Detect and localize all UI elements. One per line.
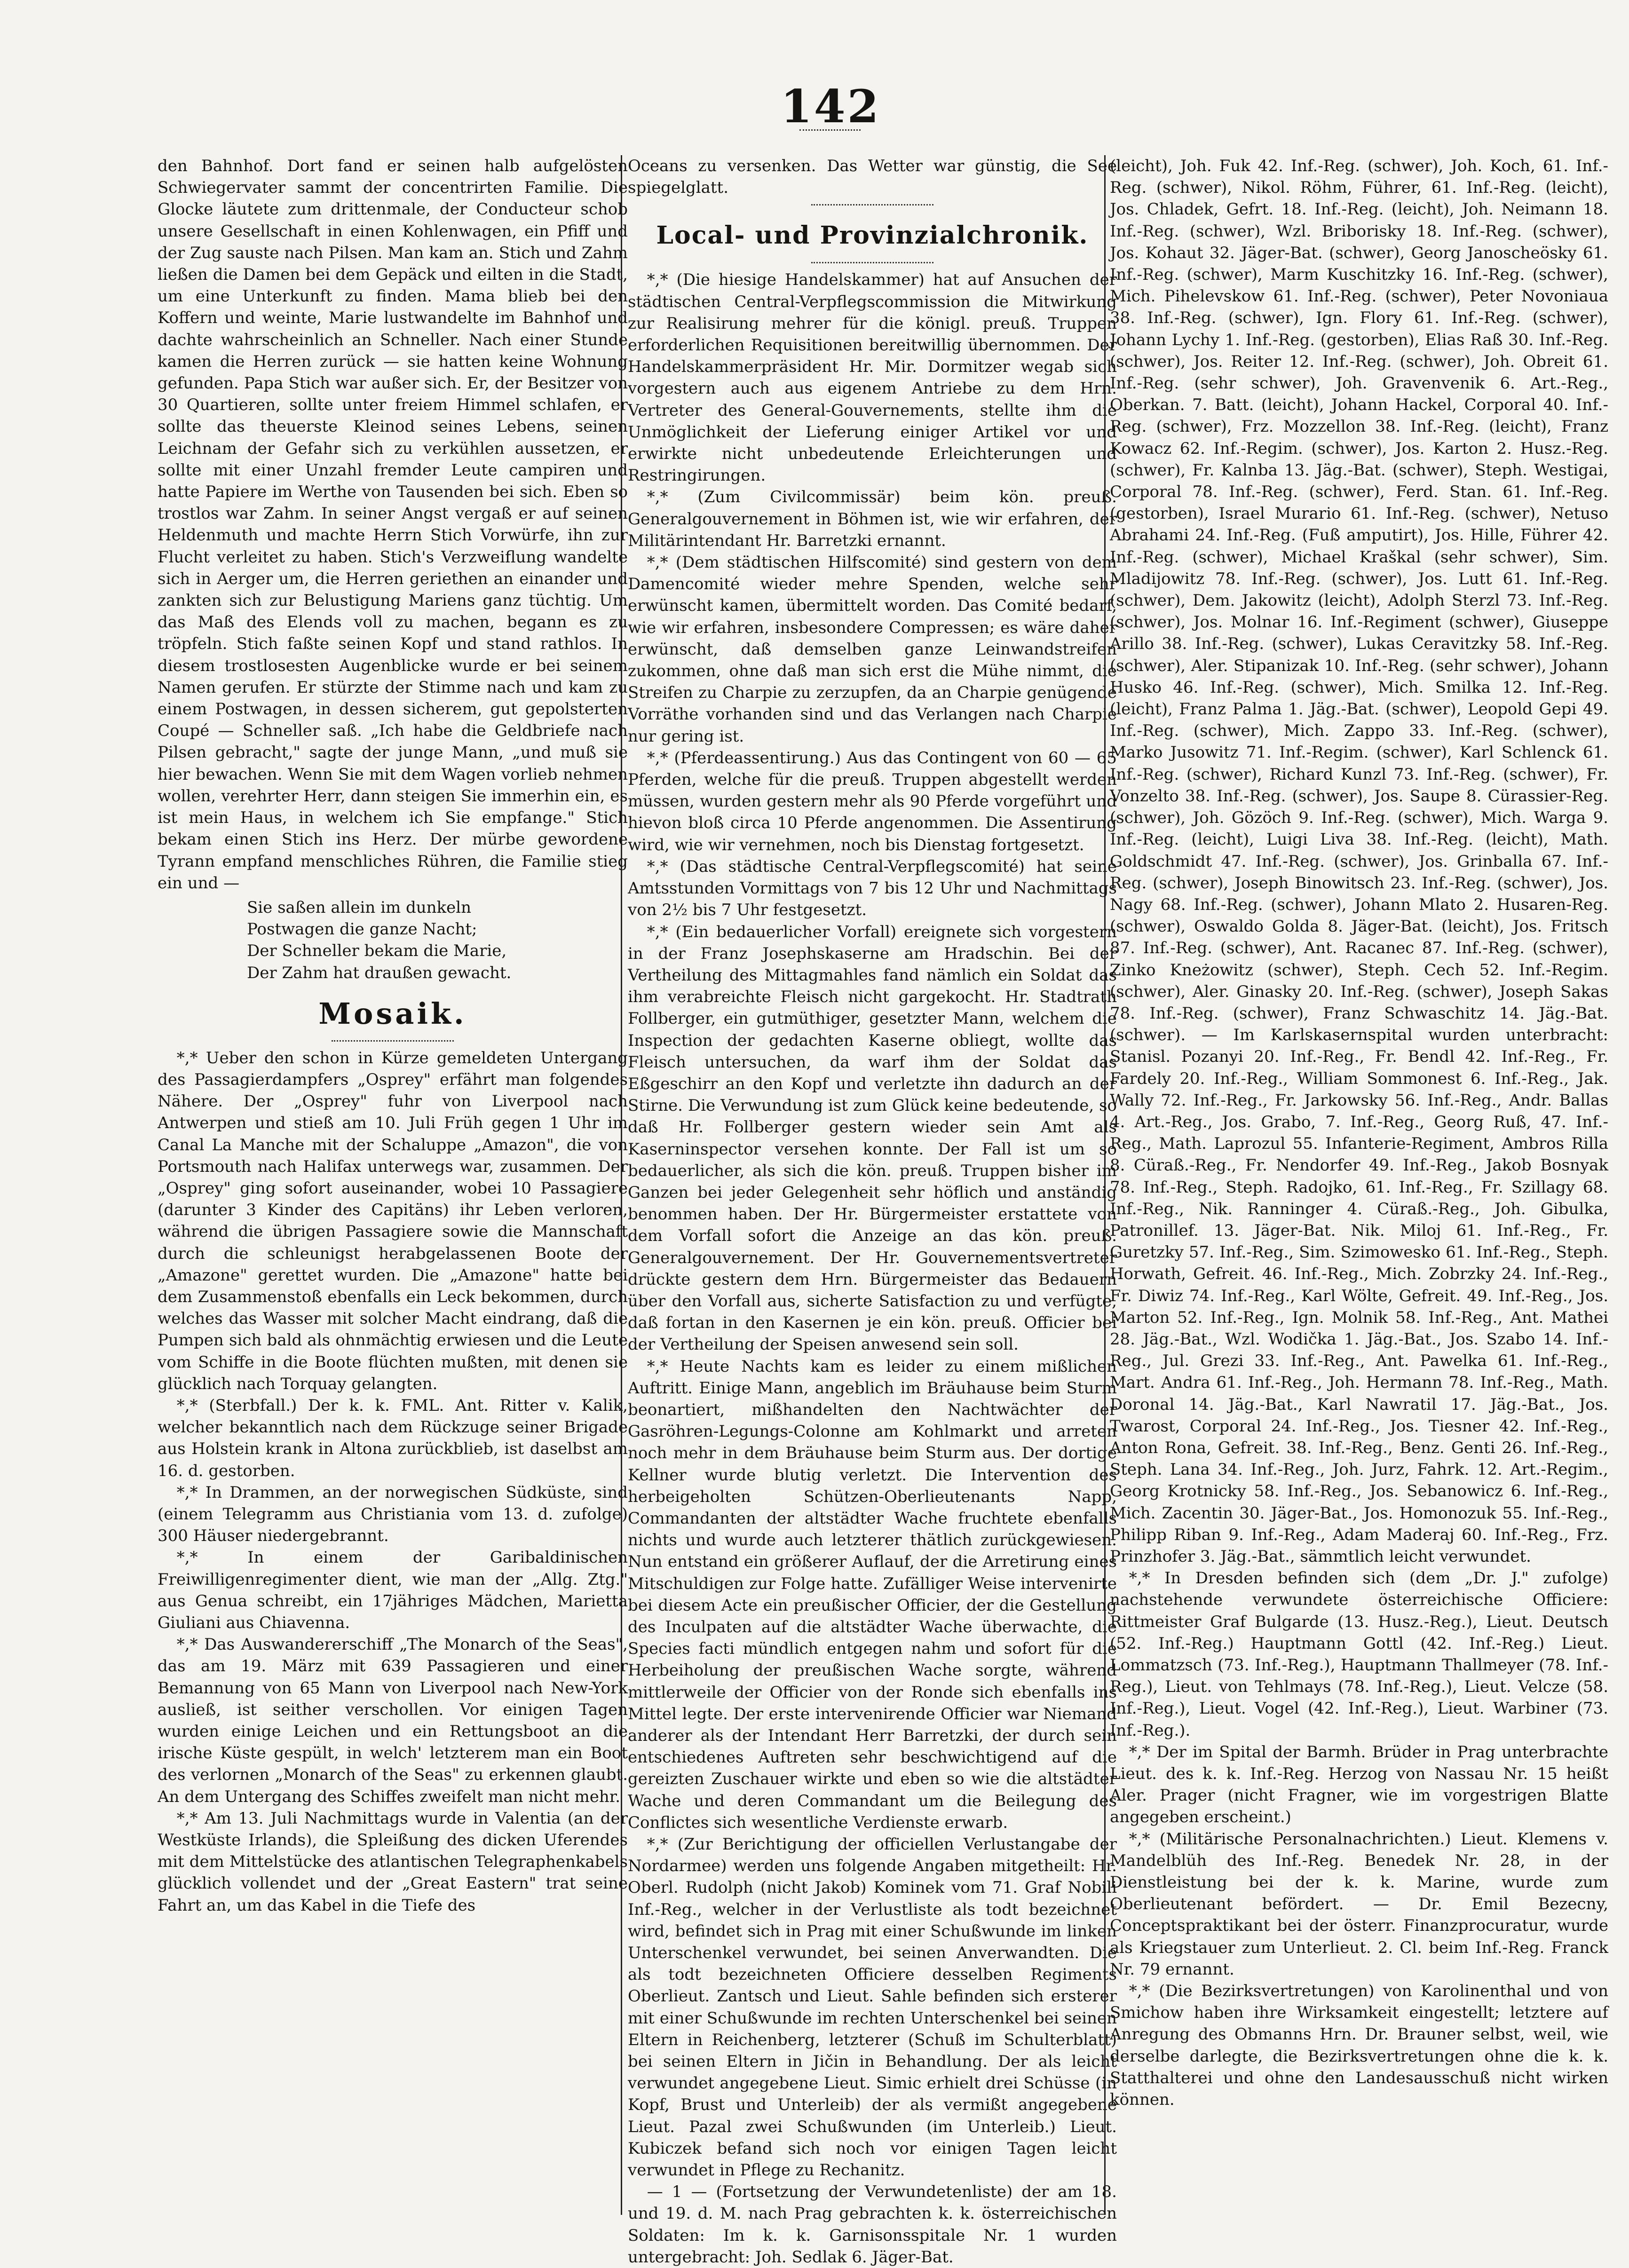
news-paragraph: *,* (Zur Berichtigung der officiellen Verlustangabe der Nordarmee) werden uns folgende Angaben mitgetheilt: Hr. Oberl. Rudolph (nicht Jakob) Kominek vom 71. Graf Nobili Inf.-Reg., welcher in der Verlustliste als todt bezeichnet wird, befindet sich in Prag mit einer Schußwunde im linken Unterschenkel verwundet, bei seinen Anverwandten. Die als todt bezeichneten Officiere desselben Regiments Oberlieut. Zantsch und Lieut. Sahle befinden sich ersterer mit einer Schußwunde im rechten Unterschenkel bei seinen Eltern in Reichenberg, letzterer (Schuß im Schulterblatt) bei seinen Eltern in Jičin in Behandlung. Der als leicht verwundet angegebene Lieut. Simic erhielt drei Schüsse (in Kopf, Brust und Unterleib) der als vermißt angegebene Lieut. Pazal zwei Schußwunden (im Unterleib.) Lieut. Kubiczek befand sich noch vor einigen Tagen leicht verwundet in Pflege zu Rechanitz. xyxy=(628,1835,1117,2180)
news-paragraph: *,* (Das städtische Central-Verpflegscomité) hat seine Amtsstunden Vormittags von 7 bis 12 Uhr und Nachmittags von 2½ bis 7 Uhr festgesetzt. xyxy=(628,857,1117,920)
mosaik-paragraph: *,* In einem der Garibaldinischen Freiwilligenregimenter dient, wie man der „Allg. Ztg." aus Genua schreibt, ein 17jähriges Mädchen, Marietta Giuliani aus Chiavenna. xyxy=(158,1548,628,1632)
column-3 xyxy=(1110,155,1608,2215)
verse-line: Postwagen die ganze Nacht; xyxy=(247,920,477,939)
story-paragraph: den Bahnhof. Dort fand er seinen halb aufgelösten Schwiegervater sammt der concentrirten Familie. Die Glocke läutete zum drittenmale, der Conducteur schob unsere Gesellschaft in einen Kohlenwagen, ein Pfiff und der Zug sauste nach Pilsen. Man kam an. Stich und Zahm ließen die Damen bei dem Gepäck und eilten in die Stadt, um eine Unterkunft zu finden. Mama blieb bei den Koffern und weinte, Marie lustwandelte im Bahnhof und dachte wahrscheinlich an Schneller. Nach einer Stunde kamen die Herren zurück — sie hatten keine Wohnung gefunden. Papa Stich war außer sich. Er, der Besitzer von 30 Quartieren, sollte unter freiem Himmel schlafen, er sollte das theuerste Kleinod seines Lebens, seinen Leichnam der Gefahr sich zu verkühlen aussetzen, er sollte mit einer Unzahl fremder Leute campiren und hatte Papiere im Werthe von Tausenden bei sich. Eben so trostlos war Zahm. In seiner Angst vergaß er auf seinen Heldenmuth und machte Herrn Stich Vorwürfe, ihn zur Flucht verleitet zu haben. Stich's Verzweiflung wandelte sich in Aerger um, die Herren geriethen an einander und zankten sich zur Belustigung Mariens ganz tüchtig. Um das Maß des Elends voll zu machen, begann es zu tröpfeln. Stich faßte seinen Kopf und stand rathlos. In diesem trostlosesten Augenblicke wurde er bei seinem Namen gerufen. Er stürzte der Stimme nach und kam zu einem Postwagen, in dessen sicherem, gut gepolsterten Coupé — Schneller saß. „Ich habe die Geldbriefe nach Pilsen gebracht," sagte der junge Mann, „und muß sie hier bewachen. Wenn Sie mit dem Wagen vorlieb nehmen wollen, verehrter Herr, dann steigen Sie immerhin ein, es ist mein Haus, in welchem ich Sie empfange." Stich bekam einen Stich ins Herz. Der mürbe gewordene Tyrann empfand menschliches Rühren, die Familie stieg ein und — xyxy=(158,157,628,893)
mosaik-paragraph: *,* In Drammen, an der norwegischen Südküste, sind (einem Telegramm aus Christiania vom 13. d. zufolge) 300 Häuser niedergebrannt. xyxy=(158,1483,628,1546)
news-paragraph: *,* (Ein bedauerlicher Vorfall) ereignete sich vorgestern in der Franz Josephskaserne am Hradschin. Bei der Vertheilung des Mittagmahles fand nämlich ein Soldat das ihm verabreichte Fleisch nicht gargekocht. Hr. Stadtrath Follberger, ein gutmüthiger, gesetzter Mann, welchem die Inspection der gedachten Kaserne obliegt, wollte das Fleisch untersuchen, da warf ihm der Soldat das Eßgeschirr an den Kopf und verletzte ihn dadurch an der Stirne. Die Verwundung ist zum Glück keine bedeutende, so daß Hr. Follberger gestern wieder sein Amt als Kaserninspector versehen konnte. Der Fall ist um so bedauerlicher, als sich die kön. preuß. Truppen bisher im Ganzen bei jeder Gelegenheit sehr höflich und anständig benommen haben. Der Hr. Bürgermeister erstattete von dem Vorfall sofort die Anzeige an das kön. preuß. Generalgouvernement. Der Hr. Gouvernementsvertreter drückte gestern dem Hrn. Bürgermeister das Bedauern über den Vorfall aus, sicherte Satisfaction zu und verfügte, daß fortan in den Kasernen je ein kön. preuß. Officier bei der Vertheilung der Speisen anwesend sein soll. xyxy=(628,922,1117,1354)
heading-rule xyxy=(332,1040,454,1042)
mosaik-paragraph: *,* (Sterbfall.) Der k. k. FML. Ant. Ritter v. Kalik, welcher bekanntlich nach dem Rückzuge seiner Brigade aus Holstein krank in Altona zurückblieb, ist daselbst am 16. d. gestorben. xyxy=(158,1396,628,1480)
news-paragraph: *,* In Dresden befinden sich (dem „Dr. J." zufolge) nachstehende verwundete österreichische Officiere: Rittmeister Graf Bulgarde (13. Husz.-Reg.), Lieut. Deutsch (52. Inf.-Reg.) Hauptmann Gottl (42. Inf.-Reg.) Lieut. Lommatzsch (73. Inf.-Reg.), Hauptmann Thallmeyer (78. Inf.-Reg.), Lieut. von Tehlmays (78. Inf.-Reg.), Lieut. Velcze (58. Inf.-Reg.), Lieut. Vogel (42. Inf.-Reg.), Lieut. Warbiner (73. Inf.-Reg.). xyxy=(1110,1569,1608,1740)
column-2 xyxy=(628,155,1117,2267)
mosaik-paragraph: *,* Das Auswandererschiff „The Monarch of the Seas", das am 19. März mit 639 Passagieren und einer Bemannung von 65 Mann von Liverpool nach New-York ausließ, ist seither verschollen. Vor einigen Tagen wurden einige Leichen und ein Rettungsboot an die irische Küste gespült, in welch' letzterem man ein Boot des verlornen „Monarch of the Seas" zu erkennen glaubt. An dem Untergang des Schiffes zweifelt man nicht mehr. xyxy=(158,1635,628,1806)
news-paragraph: *,* (Die hiesige Handelskammer) hat auf Ansuchen der städtischen Central-Verpflegscommission die Mitwirkung zur Realisirung mehrer für die königl. preuß. Truppen erforderlichen Requisitionen bereitwillig übernommen. Der Handelskammerpräsident Hr. Mir. Dormitzer wegab sich vorgestern auch aus eigenem Antriebe zu dem Hrn. Vertreter des General-Gouvernements, stellte ihm die Unmöglichkeit der Lieferung einiger Artikel vor und erwirkte nicht unbedeutende Erleichterungen und Restringirungen. xyxy=(628,270,1117,485)
casualty-list: (leicht), Joh. Fuk 42. Inf.-Reg. (schwer), Joh. Koch, 61. Inf.-Reg. (schwer), Nikol. Röhm, Führer, 61. Inf.-Reg. (leicht), Jos. Chladek, Gefrt. 18. Inf.-Reg. (leicht), Joh. Neimann 18. Inf.-Reg. (schwer), Wzl. Briborisky 18. Inf.-Reg. (schwer), Jos. Kohaut 32. Jäger-Bat. (schwer), Georg Janoscheösky 61. Inf.-Reg. (schwer), Marm Kuschitzky 16. Inf.-Reg. (schwer), Mich. Pihelevskow 61. Inf.-Reg. (schwer), Peter Novoniaua 38. Inf.-Reg. (schwer), Ign. Flory 61. Inf.-Reg. (schwer), Johann Lychy 1. Inf.-Reg. (gestorben), Elias Raß 30. Inf.-Reg. (schwer), Jos. Reiter 12. Inf.-Reg. (schwer), Joh. Obreit 61. Inf.-Reg. (sehr schwer), Joh. Gravenvenik 6. Art.-Reg., Oberkan. 7. Batt. (leicht), Johann Hackel, Corporal 40. Inf.-Reg. (schwer), Frz. Mozzellon 38. Inf.-Reg. (leicht), Franz Kowacz 62. Inf.-Regim. (schwer), Jos. Karton 2. Husz.-Reg. (schwer), Fr. Kalnba 13. Jäg.-Bat. (schwer), Steph. Westigai, Corporal 78. Inf.-Reg. (schwer), Ferd. Stan. 61. Inf.-Reg. (gestorben), Israel Murario 61. Inf.-Reg. (schwer), Netuso Abrahami 24. Inf.-Reg. (Fuß amputirt), Jos. Hille, Führer 42. Inf.-Reg. (schwer), Michael Kraškal (sehr schwer), Sim. Mladijowitz 78. Inf.-Reg. (schwer), Jos. Lutt 61. Inf.-Reg. (schwer), Dem. Jakowitz (leicht), Adolph Sterzl 73. Inf.-Reg. (schwer), Jos. Molnar 16. Inf.-Regiment (schwer), Giuseppe Arillo 38. Inf.-Reg. (schwer), Lukas Ceravitzky 58. Inf.-Reg. (schwer), Aler. Stipanizak 10. Inf.-Reg. (sehr schwer), Johann Husko 46. Inf.-Reg. (schwer), Mich. Smilka 12. Inf.-Reg. (leicht), Franz Palma 1. Jäg.-Bat. (schwer), Leopold Gepi 49. Inf.-Reg. (schwer), Mich. Zappo 33. Inf.-Reg. (schwer), Marko Jusowitz 71. Inf.-Regim. (schwer), Karl Schlenck 61. Inf.-Reg. (schwer), Richard Kunzl 73. Inf.-Reg. (schwer), Fr. Vonzelto 38. Inf.-Reg. (schwer), Jos. Saupe 8. Cürassier-Reg. (schwer), Joh. Gözöch 9. Inf.-Reg. (schwer), Mich. Warga 9. Inf.-Reg. (leicht), Luigi Liva 38. Inf.-Reg. (leicht), Math. Goldschmidt 47. Inf.-Reg. (schwer), Jos. Grinballa 67. Inf.-Reg. (schwer), Joseph Binowitsch 23. Inf.-Reg. (schwer), Jos. Nagy 68. Inf.-Reg. (schwer), Johann Mlato 2. Husaren-Reg. (schwer), Oswaldo Golda 8. Jäger-Bat. (leicht), Jos. Fritsch 87. Inf.-Reg. (schwer), Ant. Racanec 87. Inf.-Reg. (schwer), Zinko Kneżowitz (schwer), Steph. Cech 52. Inf.-Regim. (schwer), Aler. Ginasky 20. Inf.-Reg. (schwer), Joseph Sakas 78. Inf.-Reg. (schwer), Franz Schwaschitz 14. Jäg.-Bat. (schwer). — Im Karlskasernspital wurden unterbracht: Stanisl. Pozanyi 20. Inf.-Reg., Fr. Bendl 42. Inf.-Reg., Fr. Fardely 20. Inf.-Reg., William Sommonest 6. Inf.-Reg., Jak. Wally 72. Inf.-Reg., Fr. Jarkowsky 56. Inf.-Reg., Andr. Ballas 4. Art.-Reg., Jos. Grabo, 7. Inf.-Reg., Georg Ruß, 47. Inf.-Reg., Math. Laprozul 55. Infanterie-Regiment, Ambros Rilla 8. Cüraß.-Reg., Fr. Nendorfer 49. Inf.-Reg., Jakob Bosnyak 78. Inf.-Reg., Steph. Radojko, 61. Inf.-Reg., Fr. Szillagy 68. Inf.-Reg., Nik. Ranninger 4. Cüraß.-Reg., Joh. Gibulka, Patronillef. 13. Jäger-Bat. Nik. Miloj 61. Inf.-Reg., Fr. Guretzky 57. Inf.-Reg., Sim. Szimowesko 61. Inf.-Reg., Steph. Horwath, Gefreit. 46. Inf.-Reg., Mich. Zobrzky 24. Inf.-Reg., Fr. Diwiz 74. Inf.-Reg., Karl Wölte, Gefreit. 49. Inf.-Reg., Jos. Marton 52. Inf.-Reg., Ign. Molnik 58. Inf.-Reg., Ant. Mathei 28. Jäg.-Bat., Wzl. Wodička 1. Jäg.-Bat., Jos. Szabo 14. Inf.-Reg., Jul. Grezi 33. Inf.-Reg., Ant. Pawelka 61. Inf.-Reg., Mart. Andra 61. Inf.-Reg., Joh. Hermann 78. Inf.-Reg., Math. Doronal 14. Jäg.-Bat., Karl Nawratil 17. Jäg.-Bat., Jos. Twarost, Corporal 24. Inf.-Reg., Jos. Tiesner 42. Inf.-Reg., Anton Rona, Gefreit. 38. Inf.-Reg., Benz. Genti 26. Inf.-Reg., Steph. Lana 34. Inf.-Reg., Joh. Jurz, Fahrk. 12. Art.-Regim., Georg Krotnicky 58. Inf.-Reg., Jos. Sebanowicz 6. Inf.-Reg., Mich. Zacentin 30. Jäger-Bat., Jos. Homonozuk 55. Inf.-Reg., Philipp Riban 9. Inf.-Reg., Adam Maderaj 60. Inf.-Reg., Frz. Prinzhofer 3. Jäg.-Bat., sämmtlich leicht verwundet. xyxy=(1110,157,1608,1566)
news-paragraph: *,* (Dem städtischen Hilfscomité) sind gestern von dem Damencomité wieder mehre Spenden, welche sehr erwünscht kamen, übermittelt worden. Das Comité bedarf, wie wir erfahren, insbesondere Compressen; es wäre daher erwünscht, daß demselben ganze Leinwandstreifen zukommen, ohne daß man sich erst die Mühe nimmt, die Streifen zu Charpie zu zerzupfen, da an Charpie genügende Vorräthe vorhanden sind und das Verlangen nach Charpie nur gering ist. xyxy=(628,553,1117,746)
column-1 xyxy=(158,155,628,2215)
news-paragraph: *,* (Zum Civilcommissär) beim kön. preuß. Generalgouvernement in Böhmen ist, wie wir erfahren, der Militärintendant Hr. Barretzki ernannt. xyxy=(628,488,1117,550)
mosaik-paragraph: *,* Ueber den schon in Kürze gemeldeten Untergang des Passagierdampfers „Osprey" erfährt man folgendes Nähere. Der „Osprey" fuhr von Liverpool nach Antwerpen und stieß am 10. Juli Früh gegen 1 Uhr im Canal La Manche mit der Schaluppe „Amazon", die von Portsmouth nach Halifax unterwegs war, zusammen. Der „Osprey" ging sofort auseinander, wobei 10 Passagiere (darunter 3 Kinder des Capitäns) ihr Leben verloren, während die übrigen Passagiere sowie die Mannschaft durch die schleunigst herabgelassenen Boote der „Amazone" gerettet wurden. Die „Amazone" hatte bei dem Zusammenstoß ebenfalls ein Leck bekommen, durch welches das Wasser mit solcher Macht eindrang, daß die Pumpen sich bald als ohnmächtig erwiesen und die Leute vom Schiffe in die Boote flüchten mußten, mit denen sie glücklich nach Torquay gelangten. xyxy=(158,1048,628,1393)
news-paragraph: *,* Der im Spital der Barmh. Brüder in Prag unterbrachte Lieut. des k. k. Inf.-Reg. Herzog von Nassau Nr. 15 heißt Aler. Prager (nicht Fragner, wie im vorgestrigen Blatte angegeben erscheint.) xyxy=(1110,1742,1608,1827)
heading-rule xyxy=(811,204,933,205)
verse-line: Sie saßen allein im dunkeln xyxy=(247,898,472,917)
news-paragraph: *,* (Pferdeassentirung.) Aus das Contingent von 60 — 65 Pferden, welche für die preuß. Truppen abgestellt werden müssen, wurden gestern mehr als 90 Pferde vorgeführt und hievon bloß circa 10 Pferde angenommen. Die Assentirung wird, wie wir vernehmen, noch bis Dienstag fortgesetzt. xyxy=(628,748,1117,854)
mosaik-paragraph: *,* Am 13. Juli Nachmittags wurde in Valentia (an der Westküste Irlands), die Spleißung des dicken Uferendes mit dem Mittelstücke des atlantischen Telegraphenkabels glücklich vollendet und der „Great Eastern" trat seine Fahrt an, um das Kabel in die Tiefe des xyxy=(158,1809,628,1915)
news-paragraph: *,* (Militärische Personalnachrichten.) Lieut. Klemens v. Mandelblüh des Inf.-Reg. Benedek Nr. 28, in der Dienstleistung bei der k. k. Marine, wurde zum Oberlieutenant befördert. — Dr. Emil Bezecny, Conceptspraktikant bei der österr. Finanzprocuratur, wurde als Kriegstauer zum Unterlieut. 2. Cl. beim Inf.-Reg. Franck Nr. 79 ernannt. xyxy=(1110,1829,1608,1979)
page-number: 142 xyxy=(781,80,881,133)
local-chronicle-heading: Local- und Provinzialchronik. xyxy=(656,221,1089,250)
mosaik-heading: Mosaik. xyxy=(318,996,467,1031)
verse-line: Der Schneller bekam die Marie, xyxy=(247,941,507,961)
news-paragraph: *,* Heute Nachts kam es leider zu einem mißlichen Auftritt. Einige Mann, angeblich im Bräuhause beim Sturm beonartiert, mißhandelten den Nachtwächter der Gasröhren-Legungs-Colonne am Kohlmarkt und arreten noch mehr in dem Bräuhause beim Sturm aus. Der dortige Kellner wurde blutig verletzt. Die Intervention des herbeigeholten Schützen-Oberlieutenants Napp, Commandanten der altstädter Wache fruchtete ebenfalls nichts und wurde auch letzterer thätlich zurückgewiesen. Nun entstand ein größerer Auflauf, der die Arretirung eines Mitschuldigen zur Folge hatte. Zufälliger Weise intervenirte bei diesem Acte ein preußischer Officier, der die Gestellung des Inculpaten auf die altstädter Wache überwachte, die Species facti mündlich entgegen nahm und sofort für die Herbeiholung der preußischen Wache sorgte, während mittlerweile der Officier von der Ronde sich ebenfalls ins Mittel legte. Der erste intervenirende Officier war Niemand anderer als der Intendant Herr Barretzki, der durch sein entschiedenes Auftreten sehr beschwichtigend auf die gereizten Zuschauer wirkte und eben so wie die altstädter Wache und deren Commandant um die Beilegung des Conflictes sich wesentliche Verdienste erwarb. xyxy=(628,1357,1117,1832)
page-number-ornament xyxy=(799,129,861,131)
verse-line: Der Zahm hat draußen gewacht. xyxy=(247,963,512,982)
news-paragraph: — 1 — (Fortsetzung der Verwundetenliste) der am 18. und 19. d. M. nach Prag gebrachten k. k. österreichischen Soldaten: Im k. k. Garnisonsspitale Nr. 1 wurden untergebracht: Joh. Sedlak 6. Jäger-Bat. xyxy=(628,2182,1117,2267)
news-paragraph: *,* (Die Bezirksvertretungen) von Karolinenthal und von Smichow haben ihre Wirksamkeit eingestellt; letztere auf Anregung des Obmanns Hrn. Dr. Brauner selbst, weil, wie derselbe darlegte, die Bezirksvertretungen ohne die k. k. Statthalterei und ohne den Landesausschuß nicht wirken können. xyxy=(1110,1982,1608,2110)
heading-rule xyxy=(811,262,933,263)
continuation-text: Oceans zu versenken. Das Wetter war günstig, die See spiegelglatt. xyxy=(628,157,1117,198)
verse xyxy=(158,897,628,984)
